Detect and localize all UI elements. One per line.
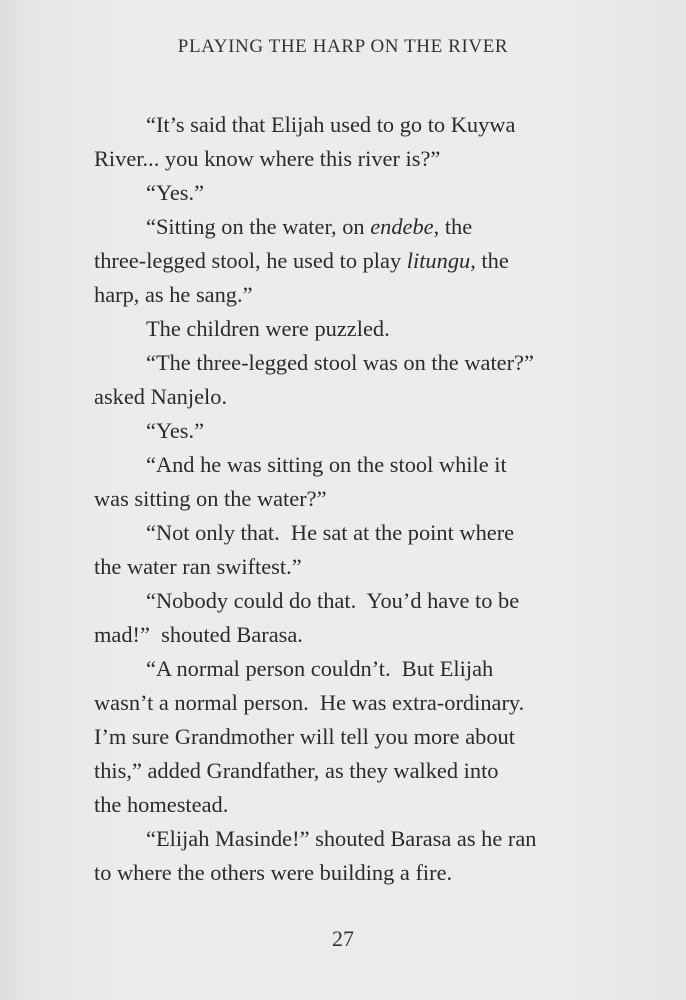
text-run: “Yes.”	[146, 418, 205, 443]
text-run: wasn’t a normal person. He was extra-ordinary.	[94, 690, 525, 715]
paragraph-first-line	[94, 176, 586, 210]
text-run: was sitting on the water?”	[94, 486, 327, 511]
text-line	[94, 278, 586, 312]
text-run: the water ran swiftest.”	[94, 554, 302, 579]
text-run: to where the others were building a fire.	[94, 860, 453, 885]
text-run: The children were puzzled.	[146, 316, 390, 341]
italic-term: litungu	[406, 248, 471, 273]
text-run: “Not only that. He sat at the point where	[146, 520, 515, 545]
text-line	[94, 754, 586, 788]
text-run: “A normal person couldn’t. But Elijah	[146, 656, 494, 681]
paragraph-first-line	[94, 652, 586, 686]
text-line	[94, 618, 586, 652]
running-head-title: PLAYING THE HARP ON THE RIVER	[177, 36, 509, 57]
text-line	[94, 380, 586, 414]
text-run: harp, as he sang.”	[94, 282, 253, 307]
page-number: 27	[332, 926, 354, 951]
text-run: the homestead.	[94, 792, 229, 817]
text-run: “Nobody could do that. You’d have to be	[146, 588, 520, 613]
text-run: “Yes.”	[146, 180, 205, 205]
paragraph-first-line	[94, 414, 586, 448]
text-run: “And he was sitting on the stool while it	[146, 452, 507, 477]
paragraph-first-line	[94, 108, 586, 142]
text-run: this,” added Grandfather, as they walked into	[94, 758, 499, 783]
text-line	[94, 720, 586, 754]
text-run: “It’s said that Elijah used to go to Kuywa	[146, 112, 516, 137]
text-line	[94, 550, 586, 584]
text-run: “Elijah Masinde!” shouted Barasa as he ran	[146, 826, 537, 851]
text-line	[94, 686, 586, 720]
text-line	[94, 142, 586, 176]
paragraph-first-line	[94, 312, 586, 346]
text-run: mad!” shouted Barasa.	[94, 622, 303, 647]
paragraph-first-line	[94, 516, 586, 550]
body-text	[94, 108, 586, 890]
paragraph-first-line	[94, 822, 586, 856]
paragraph-first-line	[94, 346, 586, 380]
paragraph-first-line	[94, 584, 586, 618]
text-line	[94, 788, 586, 822]
text-run: asked Nanjelo.	[94, 384, 228, 409]
paragraph-first-line	[94, 448, 586, 482]
paragraph-first-line	[94, 210, 586, 244]
text-run: I’m sure Grandmother will tell you more about	[94, 724, 515, 749]
text-run: “The three-legged stool was on the water?”	[146, 350, 534, 375]
text-run: , the	[470, 248, 509, 273]
text-line	[94, 482, 586, 516]
text-line	[94, 856, 586, 890]
text-line	[94, 244, 586, 278]
text-run: , the	[433, 214, 473, 239]
text-run: River... you know where this river is?”	[94, 146, 441, 171]
italic-term: endebe	[370, 214, 434, 239]
text-run: three-legged stool, he used to play	[94, 248, 407, 273]
text-run: “Sitting on the water, on	[146, 214, 371, 239]
